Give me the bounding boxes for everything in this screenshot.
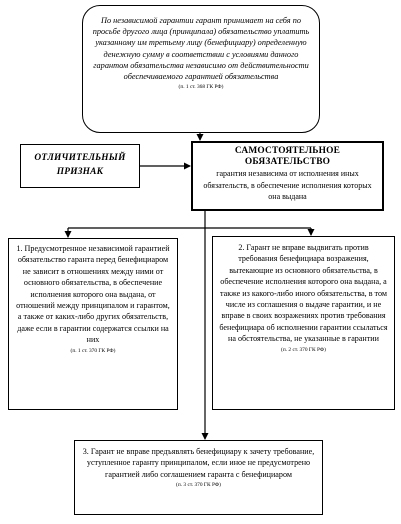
definition-box	[82, 5, 320, 133]
point-2-reference: (п. 2 ст. 370 ГК РФ)	[281, 346, 326, 353]
point-1-reference: (п. 1 ст. 370 ГК РФ)	[70, 347, 116, 354]
point-1-text: 1. Предусмотренное независимой гарантией обязательство гаранта перед бенефициаром не зависит в отношениях между ними от основного обязательства, в обеспечение исполнения которого она выдана, от отношений между принципалом и гарантом, а также от каких-либо других обязательств, даже если в гарантии содержатся ссылки на них	[16, 244, 170, 345]
point-3-reference: (п. 3 ст. 370 ГК РФ)	[176, 482, 221, 489]
point-2-text: 2. Гарант не вправе выдвигать против требования бенефициара возражения, вытекающие из основного обязательства, в обеспечение исполнения которого она выдана, а также из какого-либо иного обязательства, в том числе из соглашения о выдаче гарантии, и не вправе в своих возражениях против требования бенефициара об исполнении гарантии ссылаться на обстоятельства, не указанные в гарантии	[219, 243, 388, 344]
distinctive-feature-box	[20, 144, 140, 188]
definition-text: По независимой гарантии гарант принимает на себя по просьбе другого лица (принципала) обязательство уплатить указанному им третьему лицу (бенефициару) определенную денежную сумму в соответствии с условиями данного гарантом обязательства независимо от действительности обеспечиваемого гарантией обязательства	[92, 16, 310, 82]
point-2-box	[212, 236, 395, 410]
point-3-text: 3. Гарант не вправе предъявлять бенефициару к зачету требование, уступленное гаранту принципалом, если иное не предусмотрено гарантией либо соглашением гаранта с бенефициаром	[82, 447, 315, 479]
point-3-box	[74, 440, 323, 515]
independent-obligation-box	[191, 141, 384, 211]
independent-obligation-heading: САМОСТОЯТЕЛЬНОЕ ОБЯЗАТЕЛЬСТВО	[234, 146, 341, 167]
independent-obligation-text: гарантия независима от исполнения иных обязательств, в обеспечение исполнения которых она выдана	[203, 169, 372, 202]
feature-label-line1: ОТЛИЧИТЕЛЬНЫЙ	[34, 153, 126, 163]
definition-reference: (п. 1 ст. 368 ГК РФ)	[178, 84, 224, 91]
feature-label-line2: ПРИЗНАК	[56, 167, 104, 177]
point-1-box	[8, 238, 178, 410]
